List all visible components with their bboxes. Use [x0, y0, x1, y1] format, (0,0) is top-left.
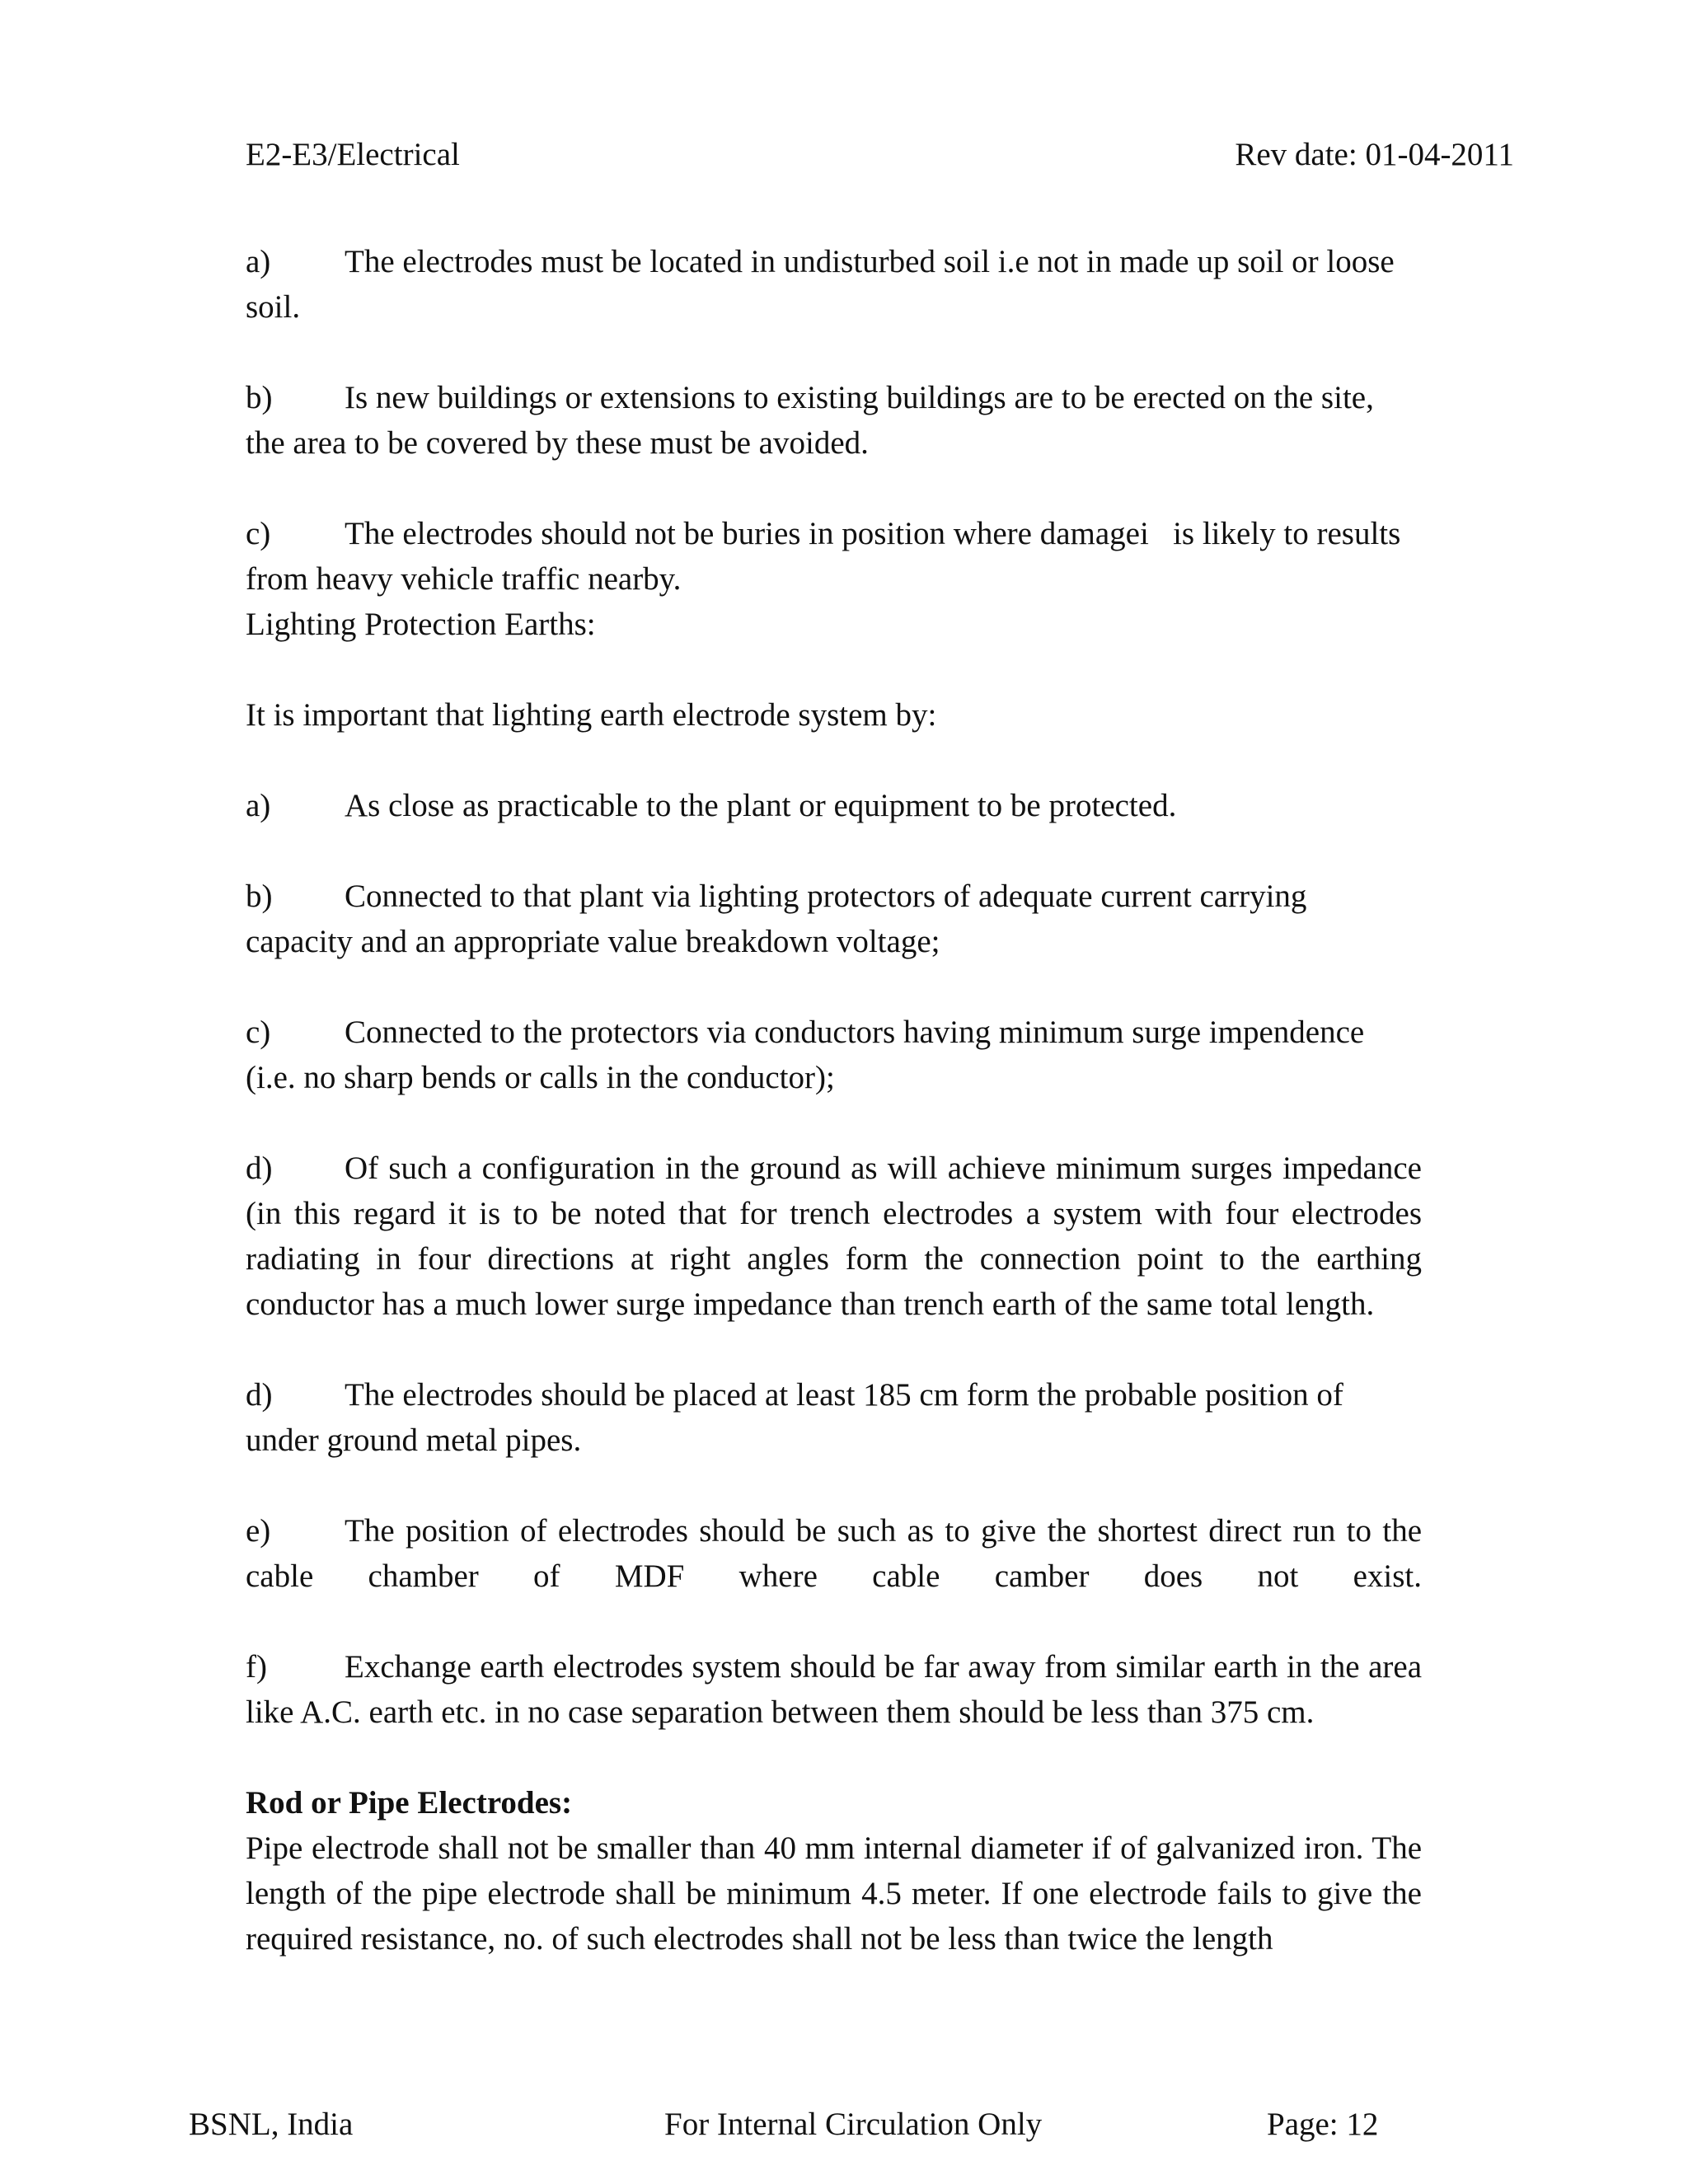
item-label: b): [246, 380, 273, 415]
lighting-intro: It is important that lighting earth electrode system by:: [246, 697, 937, 733]
item-text-cont: capacity and an appropriate value breakdown voltage;: [246, 924, 940, 959]
header-rev-date: Rev date: 01-04-2011: [1235, 137, 1514, 172]
site-item-b: [246, 375, 1422, 466]
rod-text: Pipe electrode shall not be smaller than 40 mm internal diameter if of galvanized iron. The length of the pipe electrode shall be minimum 4.5 meter. If one electrode fails to give the required resistance, no. of such electrodes shall not be less than twice the length: [246, 1830, 1422, 1957]
rod-heading: Rod or Pipe Electrodes:: [246, 1785, 573, 1821]
item-text: As close as practicable to the plant or equipment to be protected.: [345, 788, 1177, 823]
item-label: e): [246, 1513, 271, 1549]
footer-page-number: Page: 12: [1267, 2107, 1379, 2142]
item-label: a): [246, 244, 271, 279]
item-text-cont: under ground metal pipes.: [246, 1422, 582, 1458]
header-doc-id: E2-E3/Electrical: [246, 137, 460, 172]
item-text: The electrodes should not be buries in position where damagei is likely to results: [345, 516, 1401, 551]
site-item-a: [246, 239, 1422, 330]
item-text: The position of electrodes should be such as to give the shortest direct run to the cable chamber of MDF where cable camber does not exist.: [246, 1513, 1422, 1594]
item-text-cont: from heavy vehicle traffic nearby.: [246, 561, 682, 597]
item-label: c): [246, 1015, 271, 1050]
footer-circulation: For Internal Circulation Only: [664, 2107, 1043, 2142]
lighting-item-b: [246, 874, 1422, 964]
item-text-cont: the area to be covered by these must be avoided.: [246, 425, 869, 461]
item-text-cont: soil.: [246, 289, 301, 325]
lighting-item-e: [246, 1508, 1422, 1599]
item-text: Is new buildings or extensions to existing buildings are to be erected on the site,: [345, 380, 1374, 415]
item-text: Connected to the protectors via conductors having minimum surge impendence: [345, 1015, 1365, 1050]
footer-org: BSNL, India: [189, 2107, 354, 2142]
lighting-item-f: [246, 1644, 1422, 1735]
item-text: Connected to that plant via lighting protectors of adequate current carrying: [345, 879, 1307, 914]
lighting-item-d: [246, 1146, 1422, 1327]
item-text: Of such a configuration in the ground as will achieve minimum surges impedance (in this regard it is to be noted that for trench electrodes a system with four electrodes radiating in four directions at right angles form the connection point to the earthing conductor has a much lower surge impedance than trench earth of the same total length.: [246, 1151, 1422, 1322]
item-label: d): [246, 1377, 273, 1413]
item-label: c): [246, 516, 271, 551]
item-label: b): [246, 879, 273, 914]
lighting-item-a: [246, 783, 1422, 828]
item-label: d): [246, 1151, 273, 1186]
lighting-item-d2: [246, 1372, 1422, 1463]
item-label: f): [246, 1649, 267, 1685]
item-text-cont: (i.e. no sharp bends or calls in the conductor);: [246, 1060, 835, 1095]
document-body: [246, 239, 1422, 2007]
item-label: a): [246, 788, 271, 823]
lighting-heading: Lighting Protection Earths:: [246, 607, 596, 642]
item-text: The electrodes should be placed at least 185 cm form the probable position of: [345, 1377, 1343, 1413]
lighting-item-c: [246, 1010, 1422, 1100]
item-text: Exchange earth electrodes system should be far away from similar earth in the area like A.C. earth etc. in no case separation between them should be less than 375 cm.: [246, 1649, 1422, 1730]
site-item-c: [246, 511, 1422, 602]
item-text: The electrodes must be located in undisturbed soil i.e not in made up soil or loose: [345, 244, 1395, 279]
